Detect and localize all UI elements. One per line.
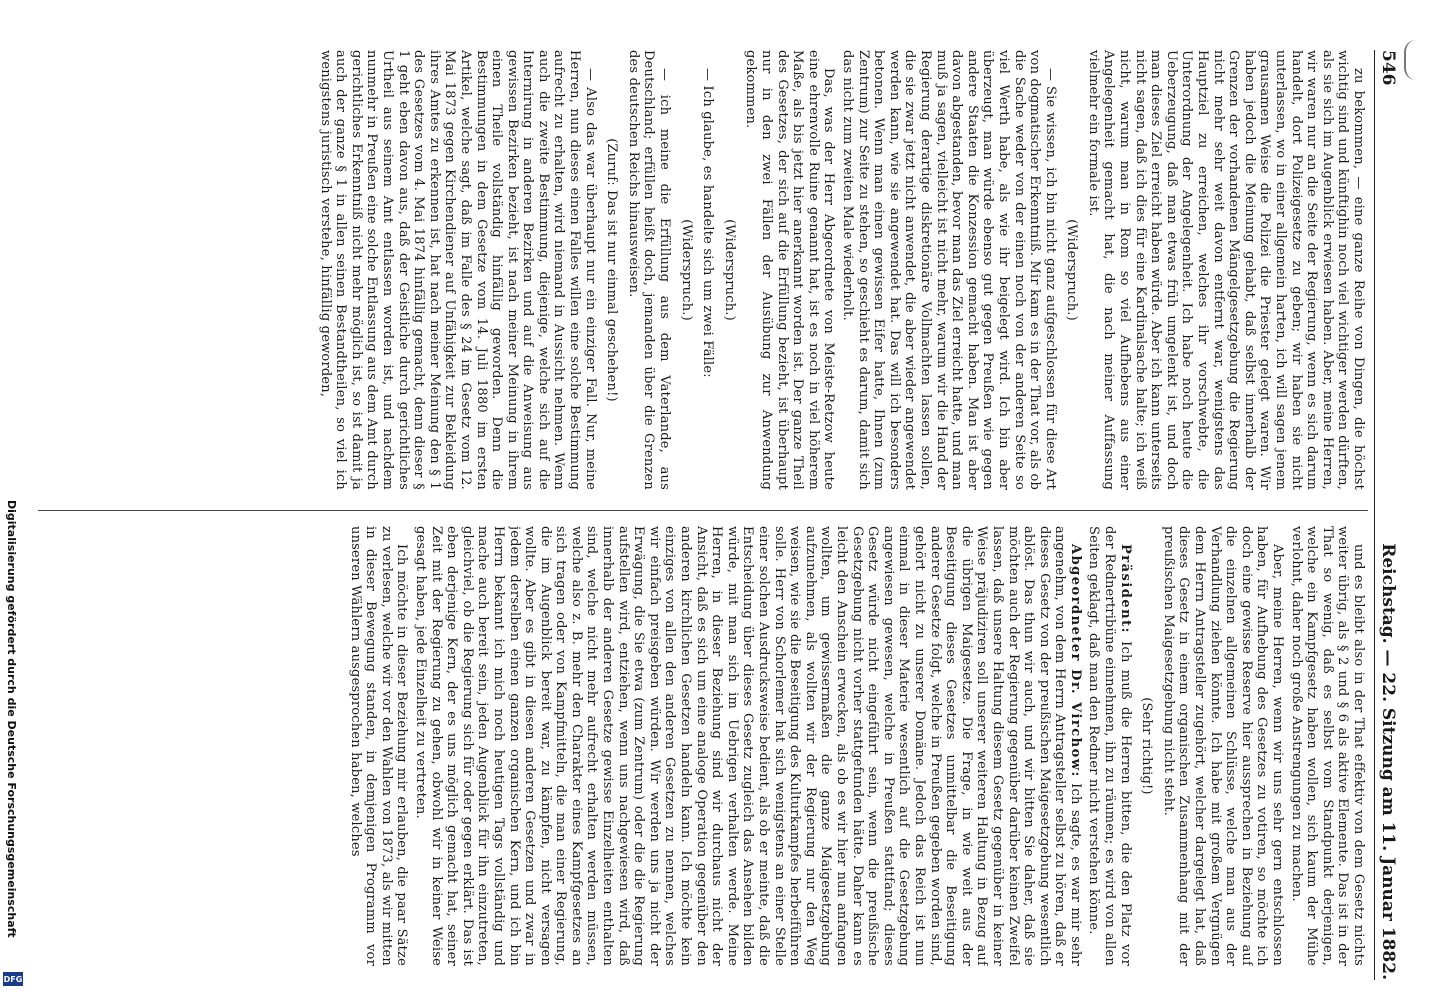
page-number: 546 — [1377, 50, 1398, 86]
paragraph: — ich meine die Erfüllung aus dem Vaterlande, aus Deutschland; erfüllen heißt doch, jemanden über die Grenzen des deutschen Reichs hinausweisen. — [625, 50, 673, 490]
page-content — [24, 50, 1404, 980]
paragraph: Abgeordneter Dr. Virchow: Ich sagte, es war mir sehr angenehm, von dem Herrn Antragsteller selbst zu hören, daß er dieses Gesetz von der preußischen Maigesetzgebung wesentlich ablöst. Das thun wir auch, und wir bitten Sie daher, daß sie möchten auch der Regierung gegenüber darüber keinen Zweifel lassen, daß unsere Haltung diesem Gesetz gegenüber in keiner Weise präjudiziren soll unserer weiteren Haltung in Bezug auf die übrigen Maigesetze. Die Frage, in wie weit aus der Beseitigung dieses Gesetzes unmittelbar die Beseitigung anderer Gesetze folgt, welche in Preußen gegeben worden sind, gehört nicht zu unserer Domäne. Jedoch das Reich ist nun einmal in dieser Materie wesentlich auf die Gesetzgebung angewiesen gewesen, welche in Preußen stattfand; dieses Gesetz würde nicht eingeführt sein, wenn die preußische Gesetzgebung nicht vorher stattgefunden hätte. Daher kann es leicht den Anschein erwecken, als ob es wir hier nun anfangen wollten, um gewissermaßen die ganze Maigesetzgebung aufzunehmen, als wollten wir der Regierung nur den Weg weisen, wie sie die Beseitigung des Kulturkampfes herbeiführen solle. Herr von Schorlemer hat sich wenigstens an einer Stelle einer solchen Ausdrucksweise bedient, als ob er meinte, daß die Entscheidung über dieses Gesetz zugleich das Ansehen bilden würde, mit man sich im Uebrigen verhalten werde. Meine Herren, in dieser Beziehung sind wir durchaus nicht der Ansicht, daß es sich um eine analoge Operation gegenüber den anderen kirchlichen Gesetzen handeln kann. Ich möchte kein einziges von allen den anderen Gesetzen zu nennen, welches wir einfach preisgeben würden. Wir werden uns ja nicht der Erwägung, die Sie etwa (zum Zentrum) oder die die Regierung aufstellen wird, entziehen, wenn uns nachgewiesen wird, daß innerhalb der anderen Gesetze gewisse Einzelheiten enthalten sind, welche nicht mehr aufrecht erhalten werden müssen, welche also z. B. mehr den Charakter eines Kampfgesetzes an sich tragen oder von Kampfmitteln, die man einer Regierung, die im Augenblick bereit war, zu kämpfen, nicht versagen wollte. Aber es gibt in diesen anderen Gesetzen und zwar in jedem derselben einen ganzen organischen Kern, und ich bin Herrn bekannt ich mich noch heutigen Tags vollständig und mache auch bereit sein, jeden Augenblick für ihn einzutreten, gleichviel, ob die Regierung sich für oder gegen erklärt. Das ist eben derjenige Kern, der es uns möglich gemacht hat, seiner Zeit mit der Regierung zu gehen, obwohl wir in keiner Weise gesagt haben, jede Einzelheit zu vertreten. — [412, 526, 1083, 966]
page-header — [1374, 50, 1404, 980]
funding-note: Digitalisierung gefördert durch die Deutsche Forschungsgemeinschaft — [5, 500, 18, 938]
paragraph: (Sehr richtig!) — [1139, 697, 1155, 795]
paragraph: Aber, meine Herren, wenn wir uns sehr gern entschlossen haben, für Aufhebung des Gesetzes zu votiren, so möchte ich doch eine gewisse Reserve hier aussprechen in Beziehung auf die einzelnen allgemeinen Schlüsse, welche man aus der Verhandlung ziehen könnte. Ich habe mit großem Vergnügen dem Herrn Antragsteller zugehört, welcher dargelegt hat, daß dieses Gesetz in einem organischen Zusammenhang mit der preußischen Maigesetzgebung nicht steht. — [1160, 526, 1286, 966]
paragraph: — Ich glaube, es handelte sich um zwei Fälle: — [700, 68, 716, 378]
paragraph: (Widerspruch.) — [678, 219, 694, 321]
paragraph: — Sie wissen, ich bin nicht ganz aufgeschlossen für diese Art von dogmatischer Erkenntniß. Mir kam es in der That vor, als ob die Sache weder von der einen noch von der anderen Seite so viel Werth habe, als wie ihr beigelegt wird. Ich bin aber überzeugt, man würde ebenso gut gegen Preußen wie gegen andere Staaten die Konzession gemacht haben. Man ist aber davon abgestanden, bevor man das Ziel erreicht hatte, und man muß ja sagen, vielleicht ist nicht mehr, warum wir die Hand der Regierung derartige diskretionäre Vollmachten lassen sollen, die sie zwar jetzt nicht anwendet, die aber wieder angewendet werden kann, wie sie angewendet hat. Das will ich besonders betonen. Wenn man einen gewissen Eifer hatte, Ihnen (zum Zentrum) zur Seite zu stehen, so geschieht es darum, damit sich das nicht zum zweiten Male wiederholt. — [840, 50, 1058, 490]
paragraph: Das, was der Herr Abgeordnete von Meiste-Retzow heute eine ehrenvolle Ruine genannt hat, ist es noch in viel höherem Maße, als bis jetzt hier anerkannt worden ist. Der ganze Theil des Gesetzes, der sich auf die Erfüllung bezieht, ist überhaupt nur in den zwei Fällen der Ausübung zur Anwendung gekommen. — [743, 50, 837, 490]
paragraph: zu bekommen, — eine ganze Reihe von Dingen, die höchst wichtig sind und künftighin noch viel wichtiger werden dürften, als sie sich im Augenblick erwiesen haben. Aber, meine Herren, wir waren nur an die Seite der Regierung, wenn es sich darum handelt, dort Polizeigesetze zu geben; wir haben sie nicht unterlassen, wo in einer allgemein harten, ich will sagen jenem grausamen Weise die Polizei die Priester gelegt waren. Wir haben jedoch die Meinung gehabt, daß selbst innerhalb der Grenzen der vorhandenen Mängelgesetzgebung die Regierung nicht mehr sehr weit davon entfernt war, wenigstens das Hauptziel zu erreichen, welches ihr vorschwebte, die Unterordnung der Angelegenheit. Ich habe noch heute die Ueberzeugung, daß man etwas früh umgelenkt ist, und doch man dieses Ziel erreicht haben würde. Aber ich kann unterseits nicht sagen, daß ich dies für eine Kardinalsache halte; ich weiß nicht, warum man in Rom so viel Aufhebens aus einer Angelegenheit gemacht hat, die nach meiner Auffassung vielmehr ein formale ist. — [1085, 50, 1366, 490]
speaker-name: Präsident: — [1117, 544, 1133, 634]
dfg-logo: DFG — [3, 972, 23, 986]
paragraph: (Widerspruch.) — [721, 219, 737, 321]
column-divider — [38, 510, 1368, 511]
rotated-content-area — [24, 50, 1404, 980]
speaker-name: Abgeordneter Dr. Virchow: — [1067, 544, 1083, 778]
paragraph: — Also das war überhaupt nur ein einziger Fall. Nur, meine Herren, nun dieses einen Falles willen eine solche Bestimmung aufrecht zu erhalten, wird niemand in Aussicht nehmen. Wenn auch die zweite Bestimmung, diejenige, welche sich auf die Internirung in anderen Bezirken und auf die Anweisung aus gewissen Bezirken bezieht, ist nach meiner Meinung in ihrem einen Theile vollständig hinfällig geworden. Denn die Bestimmungen in dem Gesetze vom 14. Juli 1880 im ersten Artikel, welche sagt, daß im Falle des § 24 im Gesetz vom 12. Mai 1873 gegen Kirchendiener auf Unfähigkeit zur Bekleidung ihres Amtes zu erkennen ist, hat nach meiner Meinung den § 1 des Gesetzes vom 4. Mai 1874 hinfällig gemacht, denn dieser § 1 geht eben davon aus, daß der Geistliche durch gerichtliches Urtheil aus seinem Amt entlassen worden ist, und nachdem nunmehr in Preußen eine solche Entlassung aus dem Amt durch gerichtliches Erkenntniß nicht mehr möglich ist, so ist damit ja auch der ganze § 1 in allen seinen Bestandtheilen, so viel ich wenigstens juristisch verstehe, hinfällig geworden, — [317, 50, 598, 490]
paragraph: Präsident: Ich muß die Herren bitten, die den Platz vor der Rednertribüne einnehmen, ihn zu räumen; es wird von allen Seiten geklagt, daß man den Redner nicht verstehen könne. — [1086, 526, 1133, 966]
running-title: Reichstag. — 22. Sitzung am 11. Januar 1882. — [1377, 543, 1398, 980]
text-column-right — [36, 526, 1366, 966]
text-column-left — [36, 50, 1366, 490]
paragraph: (Zuruf: Das ist nur einmal geschehen!) — [604, 138, 620, 402]
paragraph: (Widerspruch.) — [1064, 219, 1080, 321]
funding-sidebar — [2, 500, 22, 980]
paragraph: Ich möchte in dieser Beziehung mir erlauben, die paar Sätze zu verlesen, welche wir vor den Wahlen von 1873, als wir mitten in dieser Bewegung standen, in demjenigen Programm vor unseren Wählern ausgesprochen haben, welches — [347, 526, 410, 966]
binding-hole-mark — [1404, 40, 1428, 80]
paragraph: und es bleibt also in der That effektiv von dem Gesetz nichts weiter übrig, als § 2 und § 6 als aktive Elemente. Das ist in der That so wenig, daß es selbst vom Standpunkt derjenigen, welche ein Kampfgesetz haben wollen, sich kaum der Mühe verlohnt, daher noch große Anstrengungen zu machen. — [1288, 526, 1366, 966]
